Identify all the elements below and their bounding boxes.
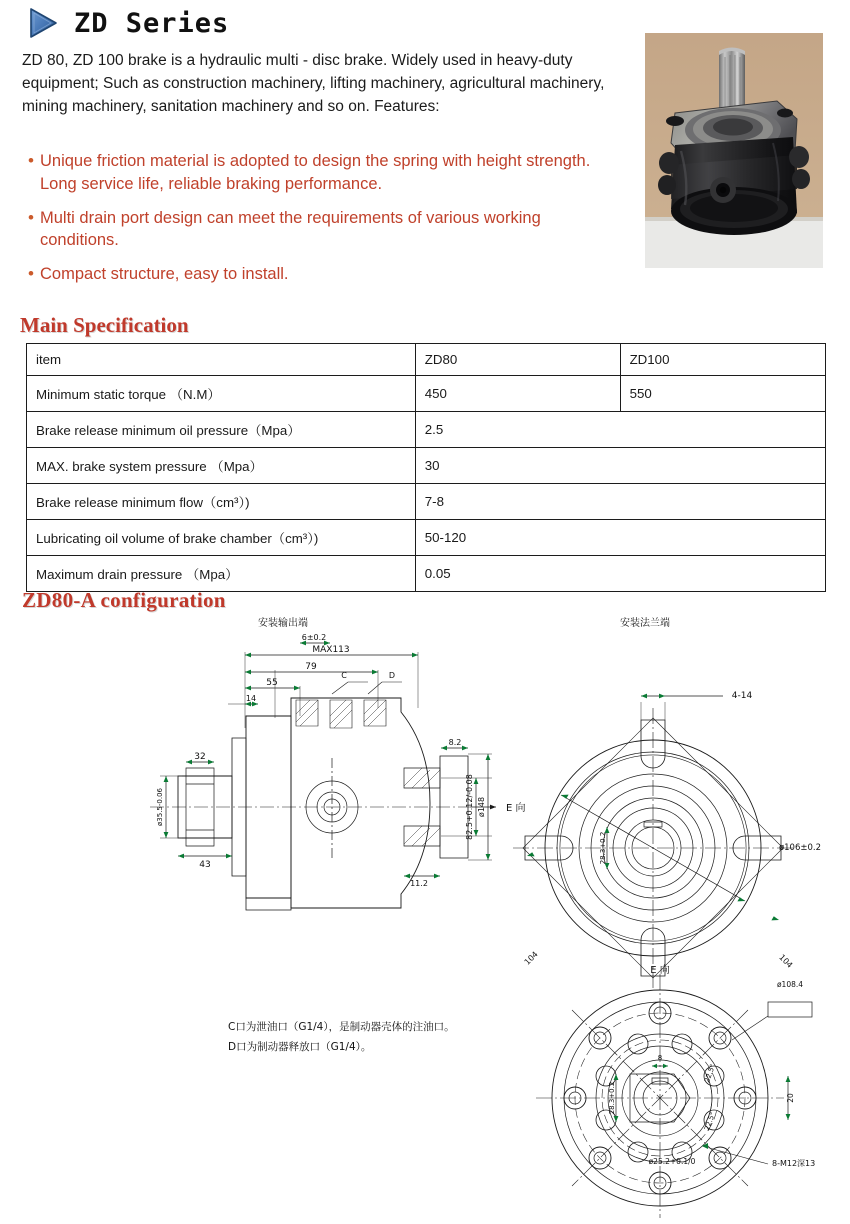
bullet-icon: • [28, 207, 34, 227]
note-port-c: C口为泄油口（G1/4），是制动器壳体的注油口。 [228, 1021, 455, 1033]
table-cell-value: 30 [415, 448, 825, 484]
table-cell-item: MAX. brake system pressure （Mpa） [27, 448, 416, 484]
dim-outer-dia: ø148 [477, 796, 486, 818]
feature-text: Compact structure, easy to install. [40, 265, 289, 284]
list-item [22, 263, 622, 286]
dim-bolt-circle: ø106±0.2 [778, 843, 822, 853]
intro-paragraph: ZD 80, ZD 100 brake is a hydraulic multi - disc brake. Widely used in heavy-duty equipment; Such as construction machinery, lifting machinery, agricultural machinery, mining machinery, sanitation machinery and so on. Features: [22, 52, 605, 115]
dim-32: 32 [194, 752, 206, 762]
table-cell-item: Brake release minimum oil pressure（Mpa） [27, 412, 416, 448]
technical-drawings [0, 608, 850, 1218]
product-photo-image [645, 33, 823, 268]
dim-11-2: 11.2 [410, 879, 428, 888]
dim-20: 20 [786, 1093, 795, 1103]
features-list [22, 150, 622, 297]
table-cell-zd100: ZD100 [620, 344, 825, 376]
dim-across-2: 104 [777, 952, 795, 970]
flange-view [513, 694, 793, 988]
table-cell-item: Maximum drain pressure （Mpa） [27, 556, 416, 592]
play-triangle-icon [26, 6, 60, 40]
drawing-canvas [0, 608, 850, 1218]
view-e-side-label: E 向 [506, 803, 526, 814]
table-cell-value: 0.05 [415, 556, 825, 592]
dim-threads: 8-M12深13 [772, 1159, 816, 1168]
specification-table [26, 343, 826, 592]
dim-flange-center-h: 28.3+0.2 [599, 831, 607, 865]
feature-text: Unique friction material is adopted to design the spring with height strength. Long service life, reliable braking performance. [40, 152, 591, 193]
page-header [26, 6, 229, 40]
dim-8-2: 8.2 [448, 738, 462, 747]
product-photo [645, 33, 823, 268]
dim-4-14: 4-14 [731, 691, 753, 701]
table-cell-value: 7-8 [415, 484, 825, 520]
view-e [536, 974, 812, 1218]
table-row [27, 556, 826, 592]
table-row [27, 484, 826, 520]
dim-bore: ø25.2+0.1/0 [648, 1157, 696, 1166]
note-port-d: D口为制动器释放口（G1/4）。 [228, 1041, 372, 1053]
table-cell-value: 2.5 [415, 412, 825, 448]
dim-spigot-dia: ø108.4 [776, 980, 804, 989]
dim-angle-1: 22.5° [703, 1062, 718, 1084]
port-label-d: D [388, 671, 396, 680]
table-row [27, 448, 826, 484]
bullet-icon: • [28, 264, 34, 284]
table-cell-item: Lubricating oil volume of brake chamber（cm³）) [27, 520, 416, 556]
table-cell-zd80: 450 [415, 376, 620, 412]
table-cell-zd80: ZD80 [415, 344, 620, 376]
table-cell-item: item [27, 344, 416, 376]
dim-angle-2: 22.5° [703, 1110, 718, 1132]
dim-across-1: 104 [522, 949, 540, 967]
dim-79: 79 [305, 662, 317, 672]
feature-text: Multi drain port design can meet the requirements of various working conditions. [40, 208, 541, 250]
dim-max113: MAX113 [312, 645, 350, 655]
list-item [22, 150, 622, 196]
table-row [27, 376, 826, 412]
view-e-bottom-label: E 向 [650, 965, 670, 976]
dim-43: 43 [199, 860, 211, 870]
drawing-label-flange-end: 安装法兰端 [620, 618, 670, 629]
table-row [27, 520, 826, 556]
section-heading-main-specification: Main Specification [20, 313, 189, 337]
section-heading-configuration: ZD80-A configuration [22, 588, 226, 612]
drawing-label-output-end: 安装输出端 [258, 618, 308, 629]
page-title: ZD Series [74, 7, 230, 39]
dim-55: 55 [266, 678, 278, 688]
dim-6-tol: 6±0.2 [301, 633, 327, 642]
dim-key-h: 28.3+0.2 [608, 1081, 616, 1115]
dim-shaft-dia: ø35.5-0.06 [156, 788, 164, 826]
table-cell-zd100: 550 [620, 376, 825, 412]
table-cell-value: 50-120 [415, 520, 825, 556]
dim-8: 8 [657, 1054, 663, 1062]
table-cell-item: Minimum static torque （N.M） [27, 376, 416, 412]
bullet-icon: • [28, 151, 34, 170]
dim-82-5: 82.5+0.12/-0.08 [465, 774, 474, 840]
table-row [27, 412, 826, 448]
table-cell-item: Brake release minimum flow（cm³）) [27, 484, 416, 520]
table-row [27, 344, 826, 376]
list-item [22, 207, 622, 253]
dim-14: 14 [245, 694, 257, 703]
port-label-c: C [341, 671, 347, 680]
